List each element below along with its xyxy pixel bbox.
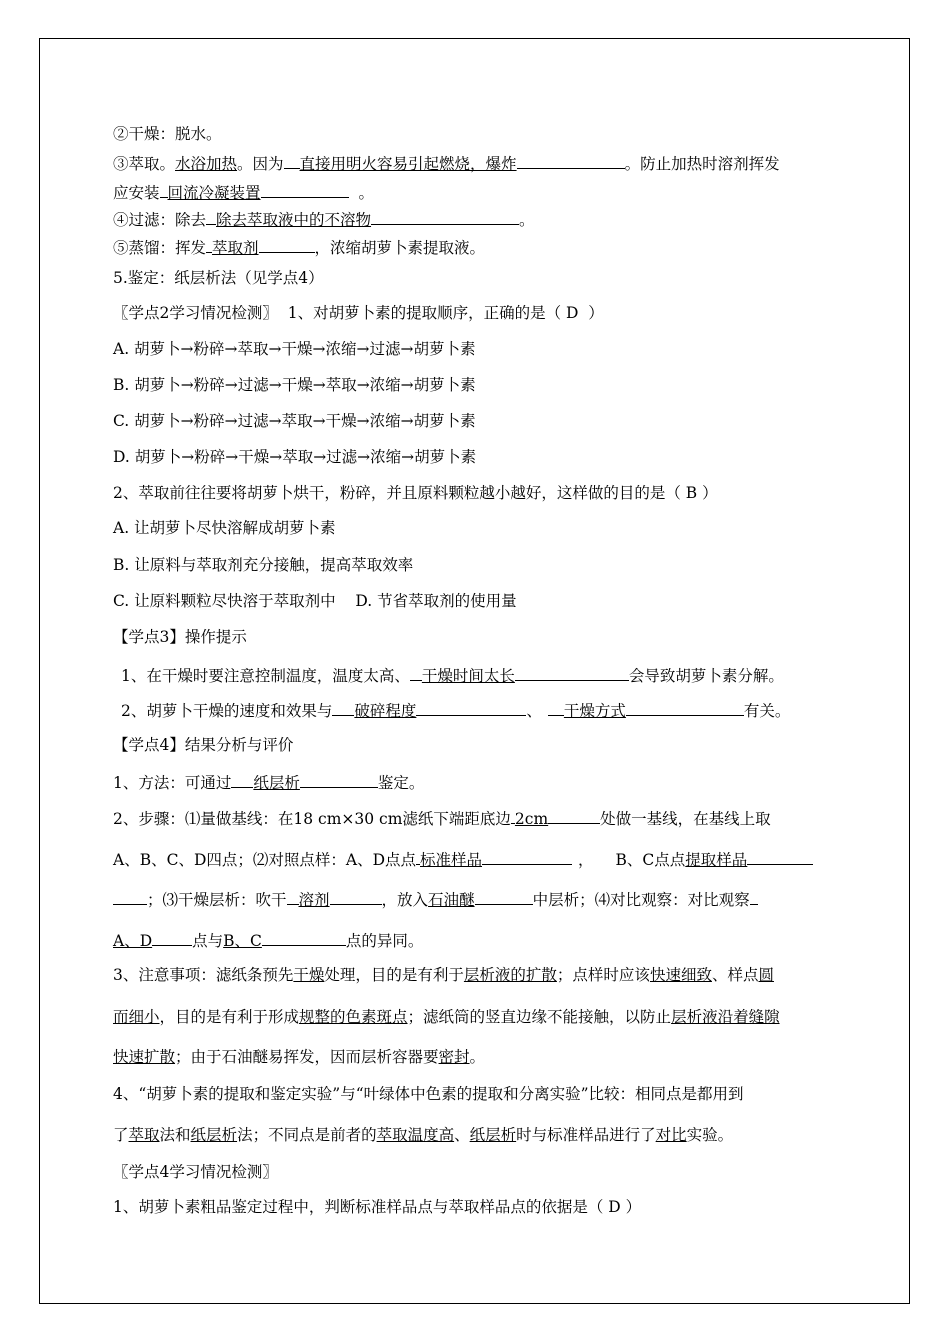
text-line <box>113 929 423 951</box>
text-line <box>113 1047 485 1067</box>
line-text: 处理，目的是有利于 <box>324 966 464 984</box>
answer-text: 干燥方式 <box>563 702 626 720</box>
blank <box>113 888 147 905</box>
question-text: 〖学点2学习情况检测〗 1、对胡萝卜素的提取顺序，正确的是（ D ） <box>113 304 604 322</box>
line-text: 会导致胡萝卜素分解。 <box>628 667 784 685</box>
answer-text: 对比 <box>655 1126 687 1144</box>
blank <box>330 888 382 905</box>
question-text: 1、胡萝卜素粗品鉴定过程中，判断标准样品点与萃取样品点的依据是（ D ） <box>113 1198 642 1216</box>
answer-text: A、D <box>113 932 153 950</box>
answer-text: 层析液沿着缝隙 <box>671 1008 780 1026</box>
section-heading <box>113 627 247 647</box>
line-text: 。因为 <box>237 155 284 173</box>
line-text: ，目的是有利于形成 <box>159 1008 300 1026</box>
line-text: ，浓缩胡萝卜素提取液。 <box>314 239 486 257</box>
line-text: ②干燥：脱水。 <box>113 125 222 143</box>
line-text: 实验。 <box>686 1126 734 1144</box>
answer-text: 提取样品 <box>685 851 748 869</box>
blank <box>284 152 300 169</box>
heading-text: 【学点3】操作提示 <box>113 628 247 646</box>
blank <box>261 181 349 198</box>
line-text: B、C点点 <box>615 851 686 869</box>
answer-text: 快速扩散 <box>113 1048 176 1066</box>
option-text: B. 胡萝卜→粉碎→过滤→干燥→萃取→浓缩→胡萝卜素 <box>113 376 476 394</box>
answer-text: 纸层析 <box>190 1126 238 1144</box>
line-text: ④过滤：除去 <box>113 211 207 229</box>
line-text: ⑤蒸馏：挥发 <box>113 239 207 257</box>
line-text: 。防止加热时溶剂挥发 <box>624 155 780 173</box>
text-line <box>113 268 324 288</box>
option-text: A. 让胡萝卜尽快溶解成胡萝卜素 <box>113 519 336 537</box>
line-text: 。 <box>358 184 375 202</box>
line-text: ；点样时应该 <box>556 966 650 984</box>
line-text: 了 <box>113 1126 129 1144</box>
answer-text: 层析液的扩散 <box>463 966 557 984</box>
answer-text: 纸层析 <box>253 774 300 792</box>
blank <box>515 664 629 681</box>
text-line <box>113 152 780 174</box>
blank <box>747 848 813 865</box>
answer-text: 而细小 <box>113 1008 160 1026</box>
text-line <box>113 1125 733 1145</box>
line-text: 1、在干燥时要注意控制温度，温度太高、 <box>121 667 410 685</box>
line-text: 点的异同。 <box>345 932 424 950</box>
line-text: 法和 <box>159 1126 191 1144</box>
answer-text: B、C <box>223 932 262 950</box>
text-line <box>113 124 222 144</box>
line-text: 鉴定。 <box>377 774 425 792</box>
answer-text: 萃取 <box>128 1126 160 1144</box>
text-line <box>113 236 485 258</box>
answer-text: 破碎程度 <box>354 702 417 720</box>
question-text: 2、萃取前往往要将胡萝卜烘干，粉碎，并且原料颗粒越小越好，这样做的目的是（ B ） <box>113 484 718 502</box>
blank <box>750 888 758 905</box>
answer-text: 2cm <box>514 810 549 828</box>
line-text: ；⑶干燥层析：吹干 <box>147 891 287 909</box>
blank <box>410 664 422 681</box>
option-text: A. 胡萝卜→粉碎→萃取→干燥→浓缩→过滤→胡萝卜素 <box>113 340 476 358</box>
blank <box>548 807 600 824</box>
answer-text: 干燥 <box>293 966 325 984</box>
text-line <box>113 848 813 870</box>
line-text: 5.鉴定：纸层析法（见学点4） <box>113 269 324 287</box>
answer-text: 溶剂 <box>298 891 330 909</box>
blank <box>332 699 354 716</box>
section-heading <box>113 1162 278 1182</box>
line-text: ③萃取。 <box>113 155 176 173</box>
blank <box>300 771 378 788</box>
option-text: C. 让原料颗粒尽快溶于萃取剂中 D. 节省萃取剂的使用量 <box>113 592 517 610</box>
text-line <box>113 1007 780 1027</box>
option-cd <box>113 591 517 611</box>
answer-text: 规整的色素斑点 <box>299 1008 408 1026</box>
answer-text: 密封 <box>438 1048 470 1066</box>
text-line <box>113 303 604 323</box>
blank <box>259 236 315 253</box>
text-line <box>113 181 374 203</box>
option-d <box>113 447 476 467</box>
text-line <box>113 888 758 910</box>
blank <box>262 929 346 946</box>
answer-text: 纸层析 <box>469 1126 517 1144</box>
blank <box>287 888 299 905</box>
line-text: 2、步骤：⑴量做基线：在18 cm×30 cm滤纸下端距底边 <box>113 810 511 828</box>
line-text: 3、注意事项：滤纸条预先 <box>113 966 294 984</box>
answer-text: 干燥时间太长 <box>421 667 515 685</box>
line-text: 处做一基线，在基线上取 <box>600 810 771 828</box>
option-text: C. 胡萝卜→粉碎→过滤→萃取→干燥→浓缩→胡萝卜素 <box>113 412 476 430</box>
question-line <box>113 1197 641 1217</box>
option-a <box>113 339 475 359</box>
question-line <box>113 483 718 503</box>
blank <box>517 152 625 169</box>
line-text: A、B、C、D四点；⑵对照点样：A、D点点 <box>113 851 416 869</box>
text-line <box>113 771 424 793</box>
line-text: 4、“胡萝卜素的提取和鉴定实验”与“叶绿体中色素的提取和分离实验”比较：相同点是都用到 <box>113 1085 744 1103</box>
text-line <box>113 1084 744 1104</box>
line-text: 1、方法：可通过 <box>113 774 232 792</box>
answer-text: 圆 <box>758 966 774 984</box>
blank <box>626 699 744 716</box>
line-text: 。 <box>469 1048 486 1066</box>
text-line <box>113 965 774 985</box>
line-text: 。 <box>519 211 535 229</box>
heading-text: 【学点4】结果分析与评价 <box>113 736 294 754</box>
blank <box>548 699 564 716</box>
line-text: 、样点 <box>711 966 759 984</box>
answer-text: 快速细致 <box>649 966 712 984</box>
answer-text: 回流冷凝装置 <box>167 184 261 202</box>
line-text: ；滤纸筒的竖直边缘不能接触，以防止 <box>407 1008 672 1026</box>
text-line <box>121 699 790 721</box>
line-text: 2、胡萝卜干燥的速度和效果与 <box>121 702 333 720</box>
blank <box>371 208 519 225</box>
answer-text: 标准样品 <box>420 851 483 869</box>
line-text: ，放入 <box>381 891 429 909</box>
answer-text: 萃取剂 <box>212 239 259 257</box>
section-heading <box>113 735 293 755</box>
line-text: 、 <box>454 1126 470 1144</box>
line-text: ；由于石油醚易挥发，因而层析容器要 <box>175 1048 439 1066</box>
heading-text: 〖学点4学习情况检测〗 <box>113 1163 278 1181</box>
answer-text: 水浴加热 <box>175 155 238 173</box>
option-c <box>113 411 476 431</box>
blank <box>475 888 533 905</box>
line-text: 时与标准样品进行了 <box>516 1126 656 1144</box>
blank <box>160 181 168 198</box>
answer-text: 萃取温度高 <box>376 1126 455 1144</box>
line-text: 中层析；⑷对比观察：对比观察 <box>532 891 750 909</box>
option-b <box>113 555 413 575</box>
option-text: D. 胡萝卜→粉碎→干燥→萃取→过滤→浓缩→胡萝卜素 <box>113 448 477 466</box>
answer-text: 除去萃取液中的不溶物 <box>216 211 372 229</box>
option-text: B. 让原料与萃取剂充分接触，提高萃取效率 <box>113 556 414 574</box>
line-text: 点与 <box>192 932 224 950</box>
text-line <box>113 208 535 230</box>
option-a <box>113 518 336 538</box>
blank <box>482 848 572 865</box>
answer-text: 直接用明火容易引起燃烧，爆炸 <box>299 155 517 173</box>
blank <box>152 929 192 946</box>
option-b <box>113 375 476 395</box>
line-text: 法；不同点是前者的 <box>237 1126 377 1144</box>
line-text: ， <box>578 851 594 869</box>
blank <box>206 208 216 225</box>
text-line <box>113 807 771 829</box>
line-text: 有关。 <box>743 702 791 720</box>
line-text: 应安装 <box>113 184 160 202</box>
blank <box>231 771 253 788</box>
blank <box>416 699 526 716</box>
text-line <box>121 664 784 686</box>
line-text: 、 <box>526 702 542 720</box>
answer-text: 石油醚 <box>428 891 475 909</box>
